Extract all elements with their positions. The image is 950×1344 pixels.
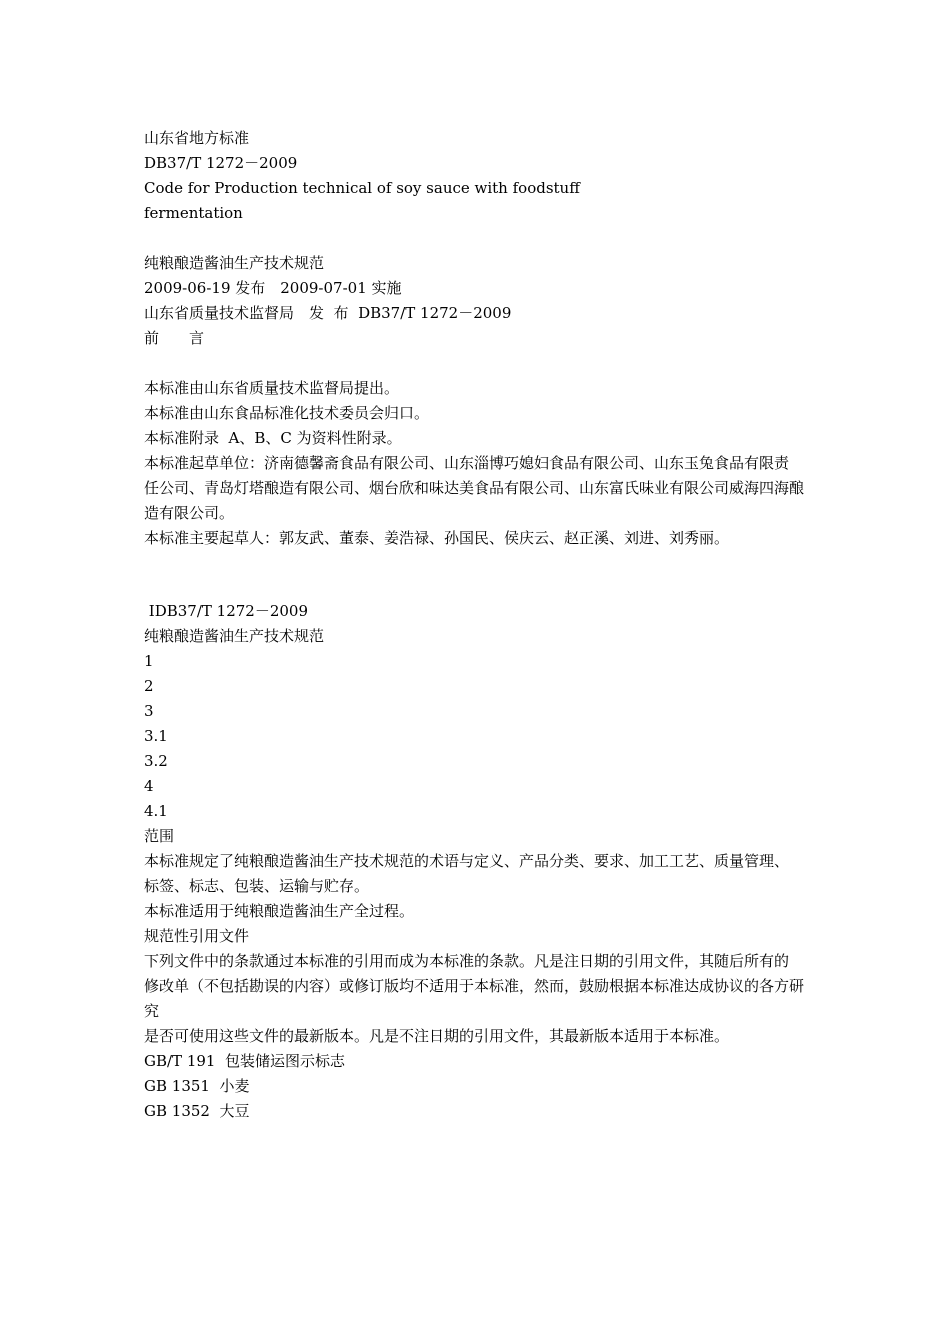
scope-text: 本标准适用于纯粮酿造酱油生产全过程。 [144, 902, 415, 920]
preface-paragraph: 本标准起草单位：济南德馨斋食品有限公司、山东淄博巧媳妇食品有限公司、山东玉兔食品有限责 [144, 454, 790, 472]
spacer [144, 551, 814, 599]
standard-code: DB37/T 1272－2009 [144, 154, 298, 172]
preface-paragraph: 本标准由山东省质量技术监督局提出。 [144, 379, 400, 397]
preface-heading: 前 言 [144, 329, 205, 347]
section-number: 3.1 [144, 727, 168, 745]
publish-dates: 2009-06-19 发布 2009-07-01 实施 [144, 279, 402, 297]
references-heading: 规范性引用文件 [144, 927, 250, 945]
section-number: 3.2 [144, 752, 168, 770]
section-number: 2 [144, 677, 154, 695]
english-title-line-1: Code for Production technical of soy sauce with foodstuff [144, 179, 580, 197]
body-standard-code: IDB37/T 1272－2009 [144, 602, 309, 620]
section-number: 3 [144, 702, 154, 720]
body-title: 纯粮酿造酱油生产技术规范 [144, 627, 325, 645]
reference-item: GB 1351 小麦 [144, 1077, 250, 1095]
references-text: 修改单（不包括勘误的内容）或修订版均不适用于本标准，然而，鼓励根据本标准达成协议的各方研究 [144, 977, 805, 1020]
section-number: 4 [144, 777, 154, 795]
references-text: 下列文件中的条款通过本标准的引用而成为本标准的条款。凡是注日期的引用文件，其随后所有的 [144, 952, 790, 970]
spacer [144, 226, 814, 251]
english-title-line-2: fermentation [144, 204, 243, 222]
reference-item: GB 1352 大豆 [144, 1102, 250, 1120]
preface-paragraph: 本标准由山东食品标准化技术委员会归口。 [144, 404, 430, 422]
preface-paragraph: 本标准附录 A、B、C 为资料性附录。 [144, 429, 402, 447]
scope-text: 本标准规定了纯粮酿造酱油生产技术规范的术语与定义、产品分类、要求、加工工艺、质量管理、 [144, 852, 790, 870]
section-number: 1 [144, 652, 154, 670]
references-text: 是否可使用这些文件的最新版本。凡是不注日期的引用文件，其最新版本适用于本标准。 [144, 1027, 730, 1045]
section-number: 4.1 [144, 802, 168, 820]
preface-paragraph: 本标准主要起草人：郭友武、董泰、姜浩禄、孙国民、侯庆云、赵正溪、刘进、刘秀丽。 [144, 529, 730, 547]
scope-text: 标签、标志、包装、运输与贮存。 [144, 877, 370, 895]
scope-heading: 范围 [144, 827, 175, 845]
issuer-line: 山东省质量技术监督局 发 布 DB37/T 1272－2009 [144, 304, 512, 322]
spacer [144, 351, 814, 376]
reference-item: GB/T 191 包装储运图示标志 [144, 1052, 345, 1070]
document-page [144, 126, 814, 1124]
authority-line: 山东省地方标准 [144, 129, 250, 147]
preface-paragraph: 造有限公司。 [144, 504, 235, 522]
preface-paragraph: 任公司、青岛灯塔酿造有限公司、烟台欣和味达美食品有限公司、山东富氏味业有限公司威海四海酿 [144, 479, 805, 497]
chinese-title: 纯粮酿造酱油生产技术规范 [144, 254, 325, 272]
